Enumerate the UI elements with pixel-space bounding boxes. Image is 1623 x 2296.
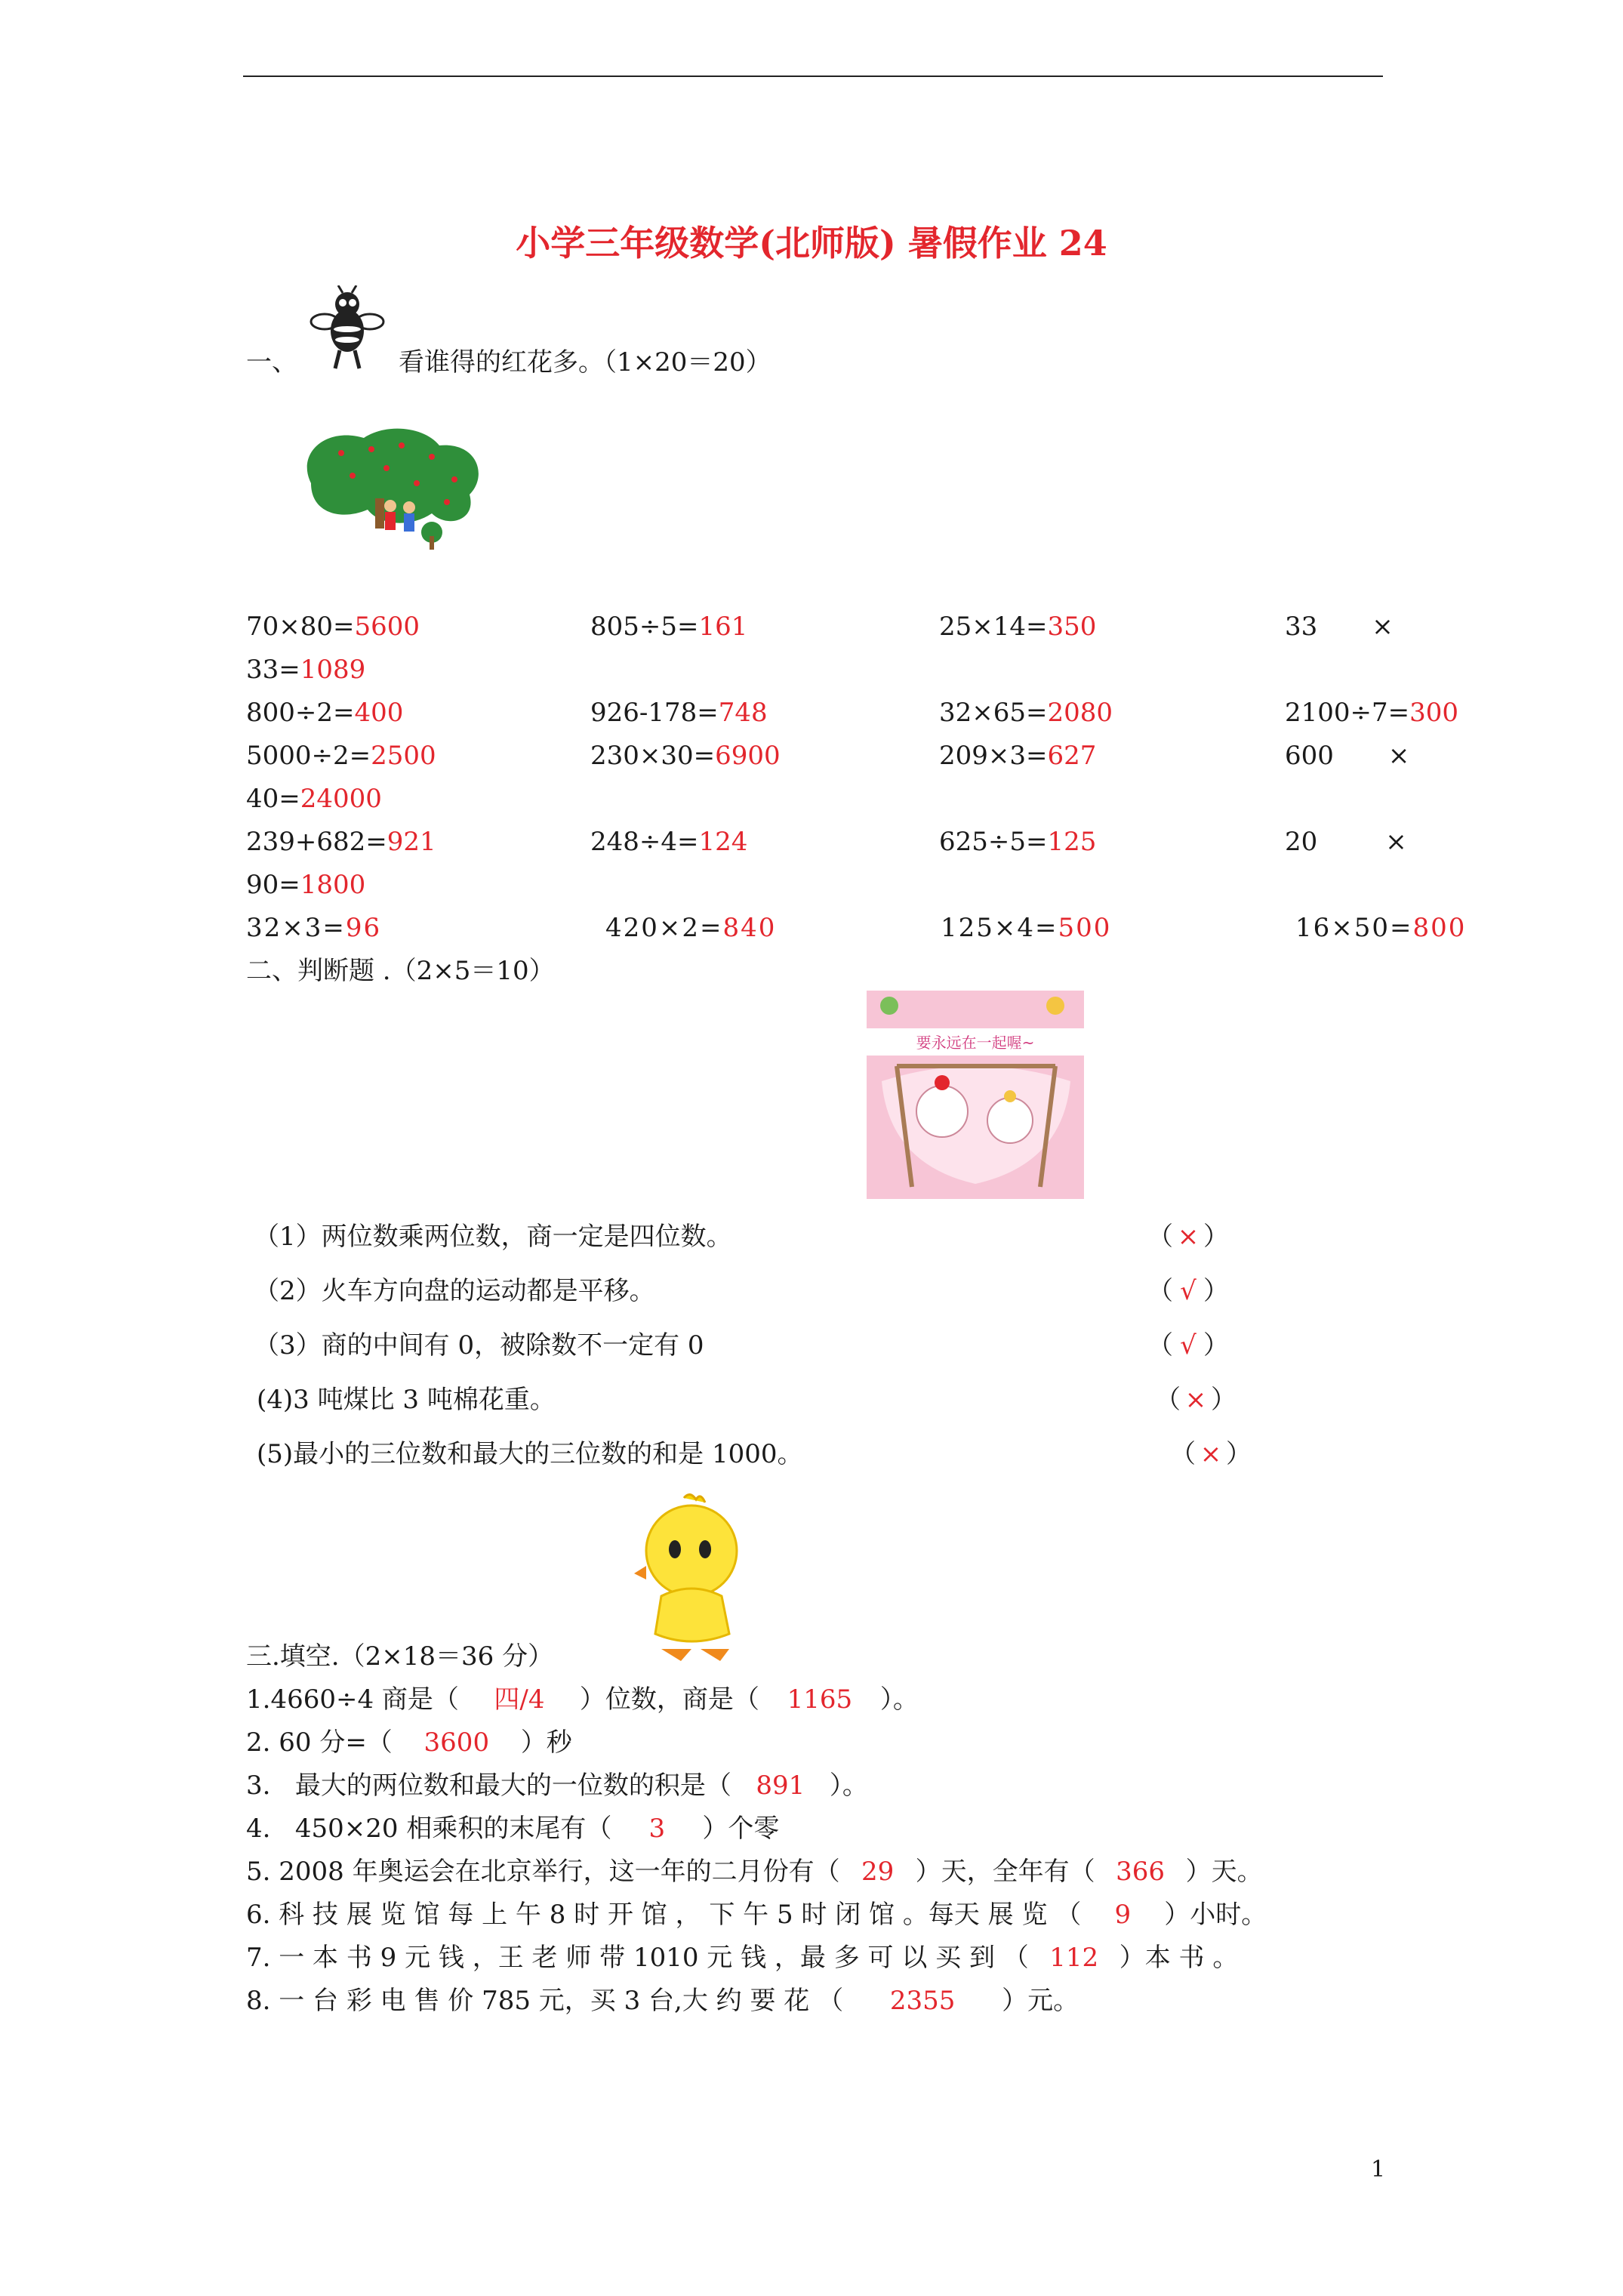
section1-heading: 看谁得的红花多。（1×20＝20） [399,347,771,378]
judge-item-3: （3）商的中间有 0，被除数不一定有 0 [254,1330,704,1361]
bee-icon [310,285,385,376]
page-number: 1 [1371,2156,1386,2183]
header-rule [243,76,1383,77]
calc-5-1: 32×3=96 [246,913,382,943]
friends-swing-picture [867,991,1084,1199]
judge-answer-4: （ × ） [1155,1385,1236,1415]
calc-4-2: 248÷4=124 [590,827,748,857]
section3-heading: 三.填空.（2×18＝36 分） [246,1641,554,1672]
fill-item-6: 6. 科 技 展 览 馆 每 上 午 8 时 开 馆 ， 下 午 5 时 闭 馆 。每天 展 览 （ 9 ）小时。 [246,1900,1267,1930]
section2-heading: 二、判断题 .（2×5＝10） [246,956,555,986]
fill-item-3: 3. 最大的两位数和最大的一位数的积是（ 891 ）。 [246,1771,868,1801]
judge-item-5: (5)最小的三位数和最大的三位数的和是 1000。 [257,1439,803,1469]
tree-kids-picture [296,423,485,551]
calc-2-2: 926-178=748 [590,698,768,728]
calc-1-1: 70×80=5600 [246,612,420,642]
fill-item-4: 4. 450×20 相乘积的末尾有（ 3 ）个零 [246,1814,780,1844]
calc-1-4b: 33=1089 [246,655,366,685]
fill-item-7: 7. 一 本 书 9 元 钱 ，王 老 师 带 1010 元 钱 ，最 多 可 以 买 到 （ 112 ）本 书 。 [246,1943,1239,1973]
judge-answer-5: （ × ） [1170,1439,1252,1469]
fill-item-5: 5. 2008 年奥运会在北京举行，这一年的二月份有（ 29 ）天，全年有（ 366 ）天。 [246,1857,1263,1887]
calc-5-2: 420×2=840 [605,913,777,943]
calc-2-3: 32×65=2080 [939,698,1113,728]
picture-caption: 要永远在一起喔~ [916,1034,1035,1052]
calc-5-4: 16×50=800 [1295,913,1467,943]
calc-2-4: 2100÷7=300 [1285,698,1459,728]
judge-item-4: (4)3 吨煤比 3 吨棉花重。 [257,1385,556,1415]
calc-4-3: 625÷5=125 [939,827,1097,857]
calc-1-2: 805÷5=161 [590,612,748,642]
judge-answer-2: （ √ ） [1147,1276,1229,1306]
calc-3-2: 230×30=6900 [590,741,781,771]
calc-4-1: 239+682=921 [246,827,436,857]
calc-1-3: 25×14=350 [939,612,1097,642]
judge-item-1: （1）两位数乘两位数，商一定是四位数。 [254,1222,732,1252]
calc-3-1: 5000÷2=2500 [246,741,436,771]
calc-3-3: 209×3=627 [939,741,1097,771]
calc-5-3: 125×4=500 [941,913,1112,943]
calc-4-4b: 90=1800 [246,870,366,900]
chick-picture [631,1490,752,1670]
judge-item-2: （2）火车方向盘的运动都是平移。 [254,1276,655,1306]
calc-3-4a: 600 × [1285,741,1410,771]
calc-3-4b: 40=24000 [246,784,382,814]
fill-item-8: 8. 一 台 彩 电 售 价 785 元，买 3 台,大 约 要 花 （ 2355 ）元。 [246,1986,1079,2016]
judge-answer-1: （ × ） [1147,1222,1229,1252]
judge-answer-3: （ √ ） [1147,1330,1229,1361]
fill-item-2: 2. 60 分=（ 3600 ）秒 [246,1727,572,1758]
fill-item-1: 1.4660÷4 商是（ 四/4 ）位数，商是（ 1165 ）。 [246,1684,919,1715]
calc-2-1: 800÷2=400 [246,698,404,728]
calc-1-4a: 33 × [1285,612,1394,642]
calc-4-4a: 20 × [1285,827,1407,857]
page-title: 小学三年级数学(北师版) 暑假作业 24 [516,223,1107,264]
section1-prefix: 一、 [246,347,297,378]
